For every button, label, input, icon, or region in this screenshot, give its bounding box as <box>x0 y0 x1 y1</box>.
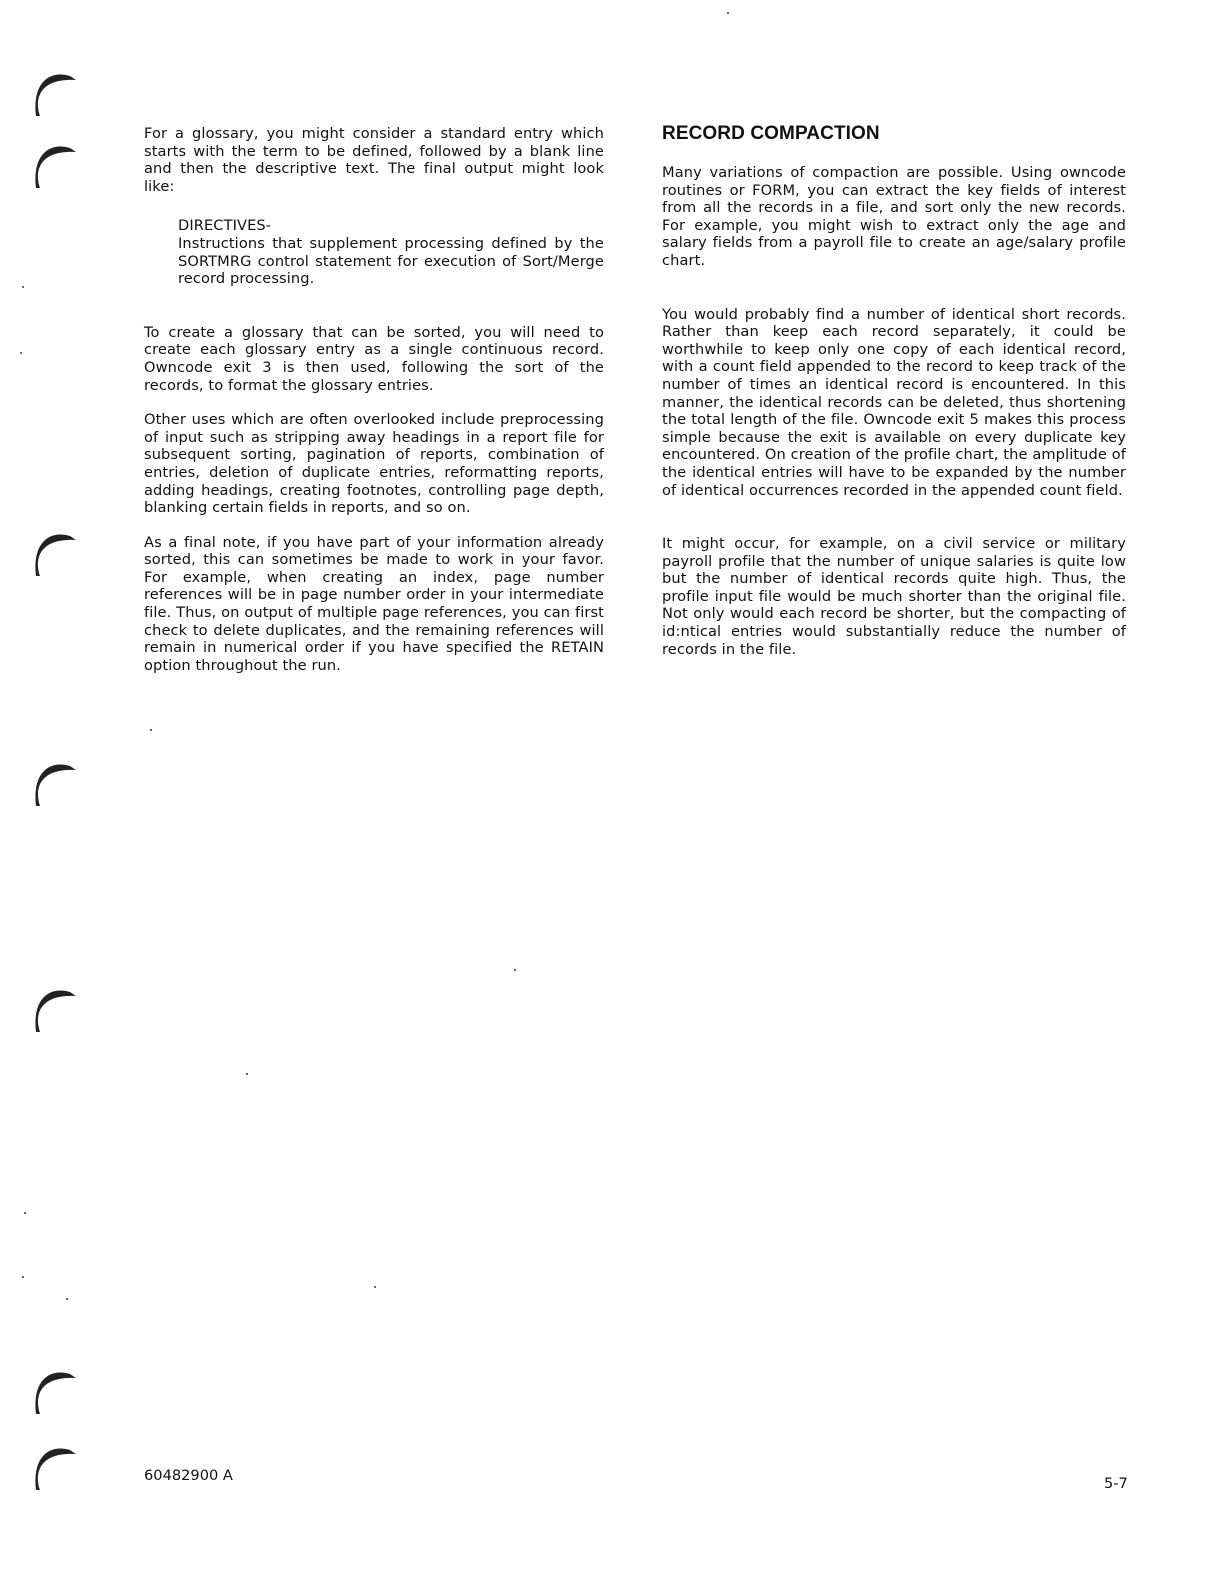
identical-records-paragraph: You would probably find a number of identical short records. Rather than keep each record separately, it could be worthwhile to keep only one copy of each identical record, with a count field appended to the record to keep track of the number of times an identical record is encountered. In this manner, the identical records can be deleted, thus shortening the total length of the file. Owncode exit 5 makes this process simple because the exit is available on every duplicate key encountered. On creation of the profile chart, the amplitude of the identical entries will have to be expanded by the number of identical occurrences recorded in the appended count field. <box>662 305 1126 499</box>
scan-speck <box>514 969 516 971</box>
binder-hole-icon <box>30 1442 80 1492</box>
compaction-intro-paragraph: Many variations of compaction are possible. Using owncode routines or FORM, you can extract the key fields of interest from all the records in a file, and sort only the new records. For example, you might wish to extract only the age and salary fields from a payroll file to create an age/salary profile chart. <box>662 164 1126 269</box>
scan-speck <box>20 352 22 354</box>
section-heading: RECORD COMPACTION <box>662 123 880 144</box>
scan-speck <box>727 12 729 14</box>
scan-speck <box>24 1212 26 1214</box>
payroll-example-paragraph: It might occur, for example, on a civil service or military payroll profile that the number of unique salaries is quite low but the number of identical records quite high. Thus, the profile input file would be much shorter than the original file. Not only would each record be shorter, but the compacting of id:ntical entries would substantially reduce the number of records in the file. <box>662 535 1126 658</box>
glossary-term: DIRECTIVES- <box>178 217 272 235</box>
scan-speck <box>66 1298 68 1300</box>
scan-speck <box>22 1276 24 1278</box>
scan-speck <box>150 729 152 731</box>
page-number: 5-7 <box>1104 1475 1128 1492</box>
final-note-paragraph: As a final note, if you have part of your information already sorted, this can sometimes be made to work in your favor. For example, when creating an index, page number references will be in page number order in your intermediate file. Thus, on output of multiple page references, you can first check to delete duplicates, and the remaining references will remain in numerical order if you have specified the RETAIN option throughout the run. <box>144 533 604 674</box>
glossary-intro-paragraph: For a glossary, you might consider a standard entry which starts with the term to be defined, followed by a blank line and then the descriptive text. The final output might look like: <box>144 125 604 195</box>
glossary-sort-paragraph: To create a glossary that can be sorted, you will need to create each glossary entry as a single continuous record. Owncode exit 3 is then used, following the sort of the records, to format the glossary entries. <box>144 323 604 394</box>
other-uses-paragraph: Other uses which are often overlooked include preprocessing of input such as stripping away headings in a report file for subsequent sorting, pagination of reports, combination of entries, deletion of duplicate entries, reformatting reports, adding headings, creating footnotes, controlling page depth, blanking certain fields in reports, and so on. <box>144 411 604 517</box>
left-column <box>144 125 604 674</box>
document-number: 60482900 A <box>144 1467 233 1484</box>
scan-speck <box>374 1286 376 1288</box>
binder-hole-icon <box>30 140 80 190</box>
binder-hole-icon <box>30 1366 80 1416</box>
right-column <box>662 122 1126 658</box>
binder-hole-icon <box>30 68 80 118</box>
scan-speck <box>246 1073 248 1075</box>
glossary-example <box>178 217 604 287</box>
binder-hole-icon <box>30 528 80 578</box>
glossary-definition: Instructions that supplement processing defined by the SORTMRG control statement for execution of Sort/Merge record processing. <box>178 234 604 288</box>
scan-speck <box>22 286 24 288</box>
binder-hole-icon <box>30 758 80 808</box>
binder-hole-icon <box>30 984 80 1034</box>
